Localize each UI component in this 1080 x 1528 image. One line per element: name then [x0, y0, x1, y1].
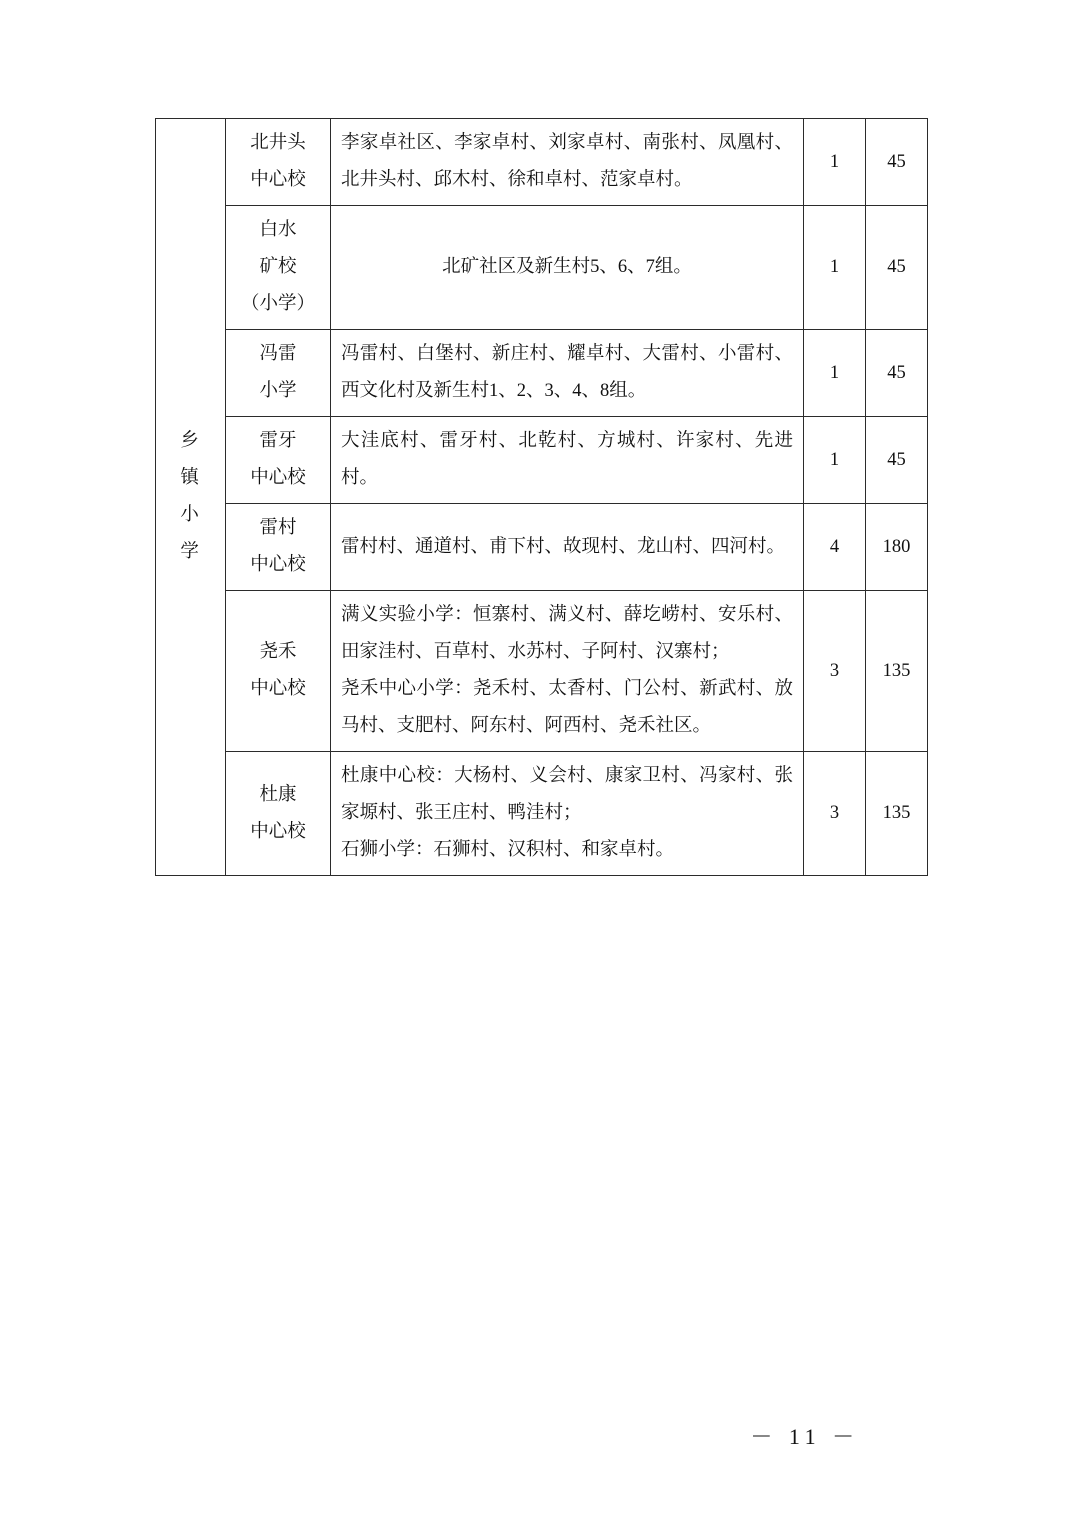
- seat-count-cell: 45: [866, 206, 928, 330]
- school-name-line: 雷村: [259, 518, 297, 538]
- school-name-line: 雷牙: [259, 431, 297, 451]
- villages-cell: [331, 330, 804, 417]
- villages-cell: [331, 752, 804, 876]
- school-name-cell: [226, 206, 331, 330]
- class-count-cell: 1: [804, 206, 866, 330]
- school-name-line: 冯雷: [259, 344, 297, 364]
- class-count-cell: 3: [804, 591, 866, 752]
- school-name-cell: [226, 330, 331, 417]
- class-count-cell: 3: [804, 752, 866, 876]
- school-name-line: 北井头: [250, 133, 306, 153]
- seat-count-cell: 180: [866, 504, 928, 591]
- school-name-cell: [226, 504, 331, 591]
- table-row: [156, 206, 928, 330]
- school-name-line: 白水: [259, 220, 297, 240]
- class-count-cell: 1: [804, 417, 866, 504]
- school-name-line: 中心校: [250, 679, 306, 699]
- category-cell: [156, 119, 226, 876]
- villages-cell: [331, 206, 804, 330]
- class-count-cell: 4: [804, 504, 866, 591]
- table-row: [156, 417, 928, 504]
- table-row: [156, 591, 928, 752]
- school-name-line: 中心校: [250, 821, 306, 842]
- seat-count-cell: 135: [866, 591, 928, 752]
- table-row: [156, 752, 928, 876]
- school-name-line: （小学）: [240, 294, 315, 314]
- school-name-cell: [226, 119, 331, 206]
- table-row: [156, 330, 928, 417]
- school-name-line: 中心校: [250, 170, 306, 190]
- seat-count-cell: 45: [866, 417, 928, 504]
- class-count-cell: 1: [804, 119, 866, 206]
- school-name-cell: [226, 417, 331, 504]
- table-row: [156, 504, 928, 591]
- seat-count-cell: 135: [866, 752, 928, 876]
- villages-text: 尧禾中心小学：尧禾村、太香村、门公村、新武村、放马村、支肥村、阿东村、阿西村、尧禾社区。: [341, 679, 793, 736]
- villages-cell: [331, 417, 804, 504]
- seat-count-cell: 45: [866, 330, 928, 417]
- school-name-cell: [226, 591, 331, 752]
- class-count-cell: 1: [804, 330, 866, 417]
- villages-text: 李家卓社区、李家卓村、刘家卓村、南张村、凤凰村、北井头村、邱木村、徐和卓村、范家卓村。: [341, 133, 793, 190]
- school-name-line: 矿校: [259, 257, 297, 277]
- school-name-line: 中心校: [250, 468, 306, 488]
- villages-text: 杜康中心校：大杨村、义会村、康家卫村、冯家村、张家塬村、张王庄村、鸭洼村；: [341, 766, 793, 823]
- school-name-line: 杜康: [259, 784, 297, 805]
- school-zoning-table: [155, 118, 928, 876]
- villages-cell: [331, 119, 804, 206]
- villages-cell: [331, 504, 804, 591]
- page-number: [0, 1420, 1080, 1451]
- seat-count-cell: 45: [866, 119, 928, 206]
- school-name-line: 中心校: [250, 555, 306, 575]
- villages-text: 冯雷村、白堡村、新庄村、耀卓村、大雷村、小雷村、西文化村及新生村1、2、3、4、8组。: [341, 344, 793, 401]
- table-body: [156, 119, 928, 876]
- villages-text: 大洼底村、雷牙村、北乾村、方城村、许家村、先进村。: [341, 431, 793, 488]
- villages-cell: [331, 591, 804, 752]
- school-name-line: 尧禾: [259, 642, 297, 662]
- villages-text: 雷村村、通道村、甫下村、故现村、龙山村、四河村。: [341, 536, 786, 557]
- table-row: [156, 119, 928, 206]
- villages-text: 满义实验小学：恒寨村、满义村、薛圪崂村、安乐村、田家洼村、百草村、水苏村、子阿村、汉寨村；: [341, 605, 793, 662]
- school-name-line: 小学: [259, 381, 297, 401]
- school-name-cell: [226, 752, 331, 876]
- category-label: 乡镇小学: [180, 431, 201, 562]
- villages-text: 石狮小学：石狮村、汉积村、和家卓村。: [341, 840, 675, 860]
- school-zoning-table-container: [155, 118, 927, 876]
- page-number-label: － 11 －: [750, 1424, 860, 1449]
- villages-text: 北矿社区及新生村5、6、7组。: [442, 257, 692, 277]
